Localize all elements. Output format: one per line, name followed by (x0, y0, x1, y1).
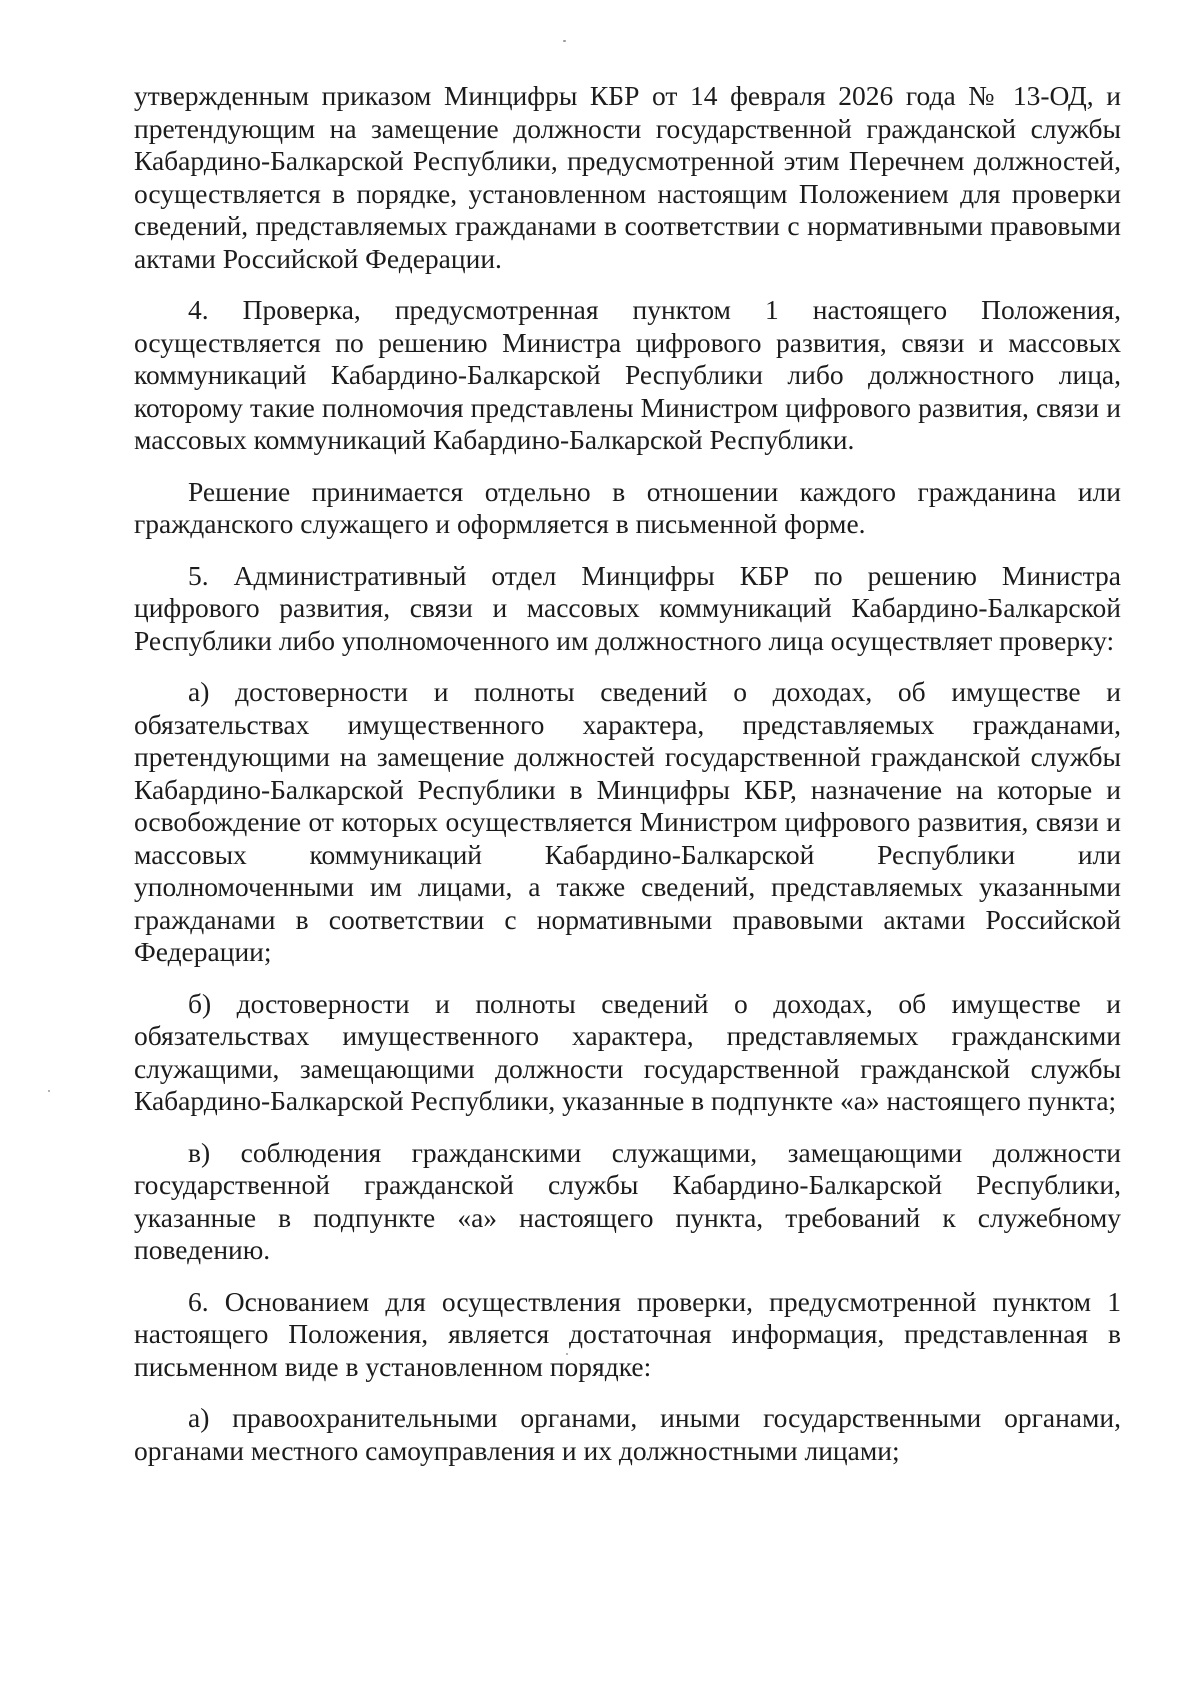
scan-speck (48, 1090, 50, 1092)
scan-speck (563, 40, 566, 42)
paragraph-item-6a: а) правоохранительными органами, иными государственными органами, органами местного самоуправления и их должностными лицами; (134, 1402, 1121, 1466)
paragraph-item-4: 4. Проверка, предусмотренная пунктом 1 настоящего Положения, осуществляется по решению Министра цифрового развития, связи и массовых коммуникаций Кабардино-Балкарской Республики либо должностного лица, которому такие полномочия представлены Министром цифрового развития, связи и массовых коммуникаций Кабардино-Балкарской Республики. (134, 294, 1121, 455)
paragraph-item-5b: б) достоверности и полноты сведений о доходах, об имуществе и обязательствах имущественного характера, представляемых гражданскими служащими, замещающими должности государственной гражданской службы Кабардино-Балкарской Республики, указанные в подпункте «а» настоящего пункта; (134, 987, 1121, 1116)
paragraph-item-5a: а) достоверности и полноты сведений о доходах, об имуществе и обязательствах имущественного характера, представляемых гражданами, претендующими на замещение должностей государственной гражданской службы Кабардино-Балкарской Республики в Минцифры КБР, назначение на которые и освобождение от которых осуществляется Министром цифрового развития, связи и массовых коммуникаций Кабардино-Балкарской Республики или уполномоченными им лицами, а также сведений, представляемых указанными гражданами в соответствии с нормативными правовыми актами Российской Федерации; (134, 676, 1121, 967)
paragraph-item-5v: в) соблюдения гражданскими служащими, замещающими должности государственной гражданской службы Кабардино-Балкарской Республики, указанные в подпункте «а» настоящего пункта, требований к служебному поведению. (134, 1136, 1121, 1265)
paragraph-decision: Решение принимается отдельно в отношении каждого гражданина или гражданского служащего и оформляется в письменной форме. (134, 475, 1121, 539)
paragraph-continuation: утвержденным приказом Минцифры КБР от 14 февраля 2026 года № 13-ОД, и претендующим на замещение должности государственной гражданской службы Кабардино-Балкарской Республики, предусмотренной этим Перечнем должностей, осуществляется в порядке, установленном настоящим Положением для проверки сведений, представляемых гражданами в соответствии с нормативными правовыми актами Российской Федерации. (134, 80, 1121, 274)
paragraph-item-6: 6. Основанием для осуществления проверки, предусмотренной пунктом 1 настоящего Положения, является достаточная информация, представленная в письменном виде в установленном порядке: (134, 1285, 1121, 1382)
document-body (134, 80, 1121, 1467)
paragraph-item-5: 5. Административный отдел Минцифры КБР по решению Министра цифрового развития, связи и массовых коммуникаций Кабардино-Балкарской Республики либо уполномоченного им должностного лица осуществляет проверку: (134, 559, 1121, 656)
